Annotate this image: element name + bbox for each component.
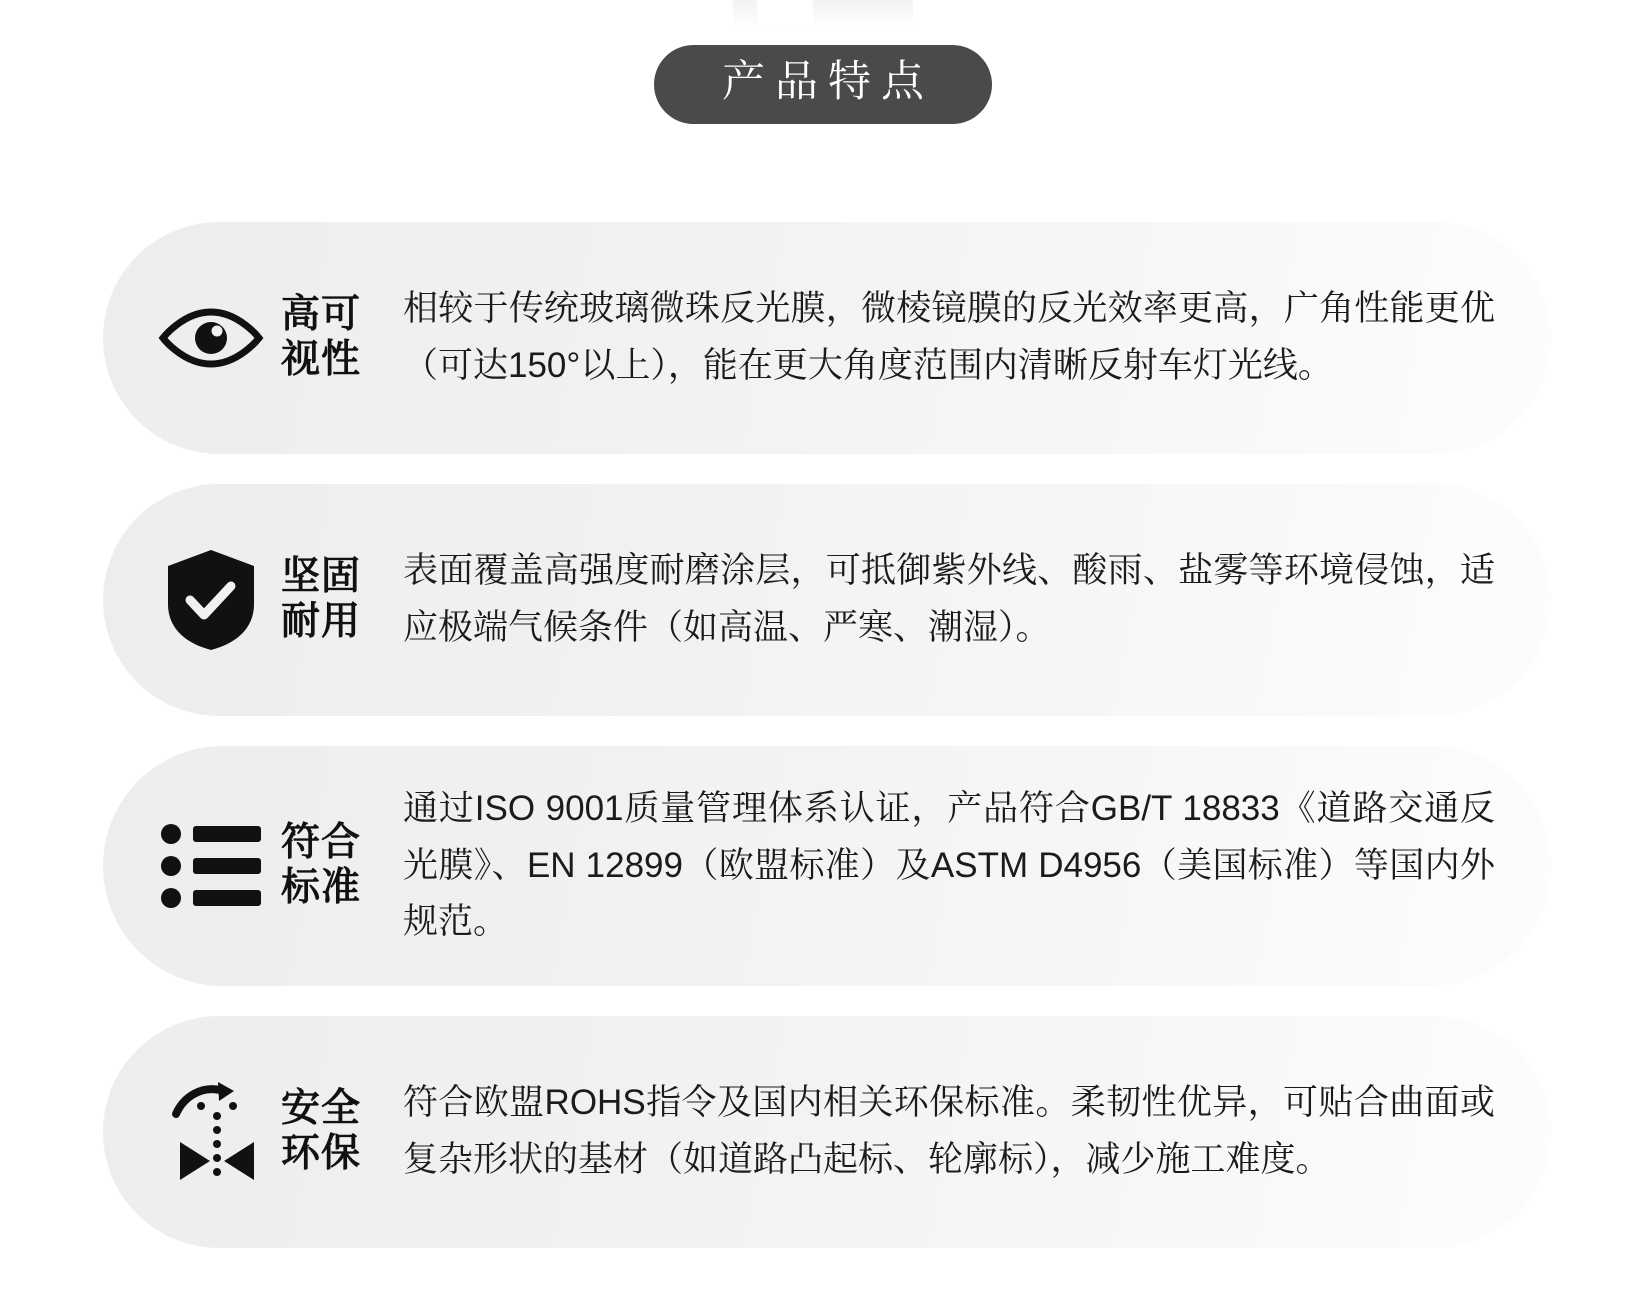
feature-label-line1: 安全 (281, 1087, 362, 1131)
feature-card-list (103, 222, 1551, 1278)
feature-label-standards (281, 821, 385, 911)
feature-text-standards: 通过ISO 9001质量管理体系认证，产品符合GB/T 18833《道路交通反光膜》、EN 12899（欧盟标准）及ASTM D4956（美国标准）等国内外规范。 (403, 788, 1495, 942)
shield-check-icon (147, 545, 275, 655)
feature-label-line1: 高可 (281, 293, 362, 337)
feature-text-visibility: 相较于传统玻璃微珠反光膜，微棱镜膜的反光效率更高，广角性能更优（可达150°以上），能在更大角度范围内清晰反射车灯光线。 (403, 289, 1495, 385)
feature-card-durability (103, 484, 1551, 716)
list-icon (147, 811, 275, 921)
feature-label-line2: 标准 (281, 866, 362, 909)
feature-label-line2: 环保 (281, 1132, 362, 1175)
section-title-wrap (0, 45, 1646, 124)
feature-text-durability: 表面覆盖高强度耐磨涂层，可抵御紫外线、酸雨、盐雾等环境侵蚀，适应极端气候条件（如高温、严寒、潮湿）。 (403, 551, 1495, 647)
page-title: 产品特点 (654, 45, 992, 124)
feature-label-durability (281, 555, 385, 645)
top-image-remnant (733, 0, 913, 28)
feature-label-line2: 视性 (281, 338, 362, 381)
feature-label-line1: 坚固 (281, 555, 362, 599)
feature-card-standards (103, 746, 1551, 986)
feature-card-eco (103, 1016, 1551, 1248)
feature-label-eco (281, 1087, 385, 1177)
feature-label-line2: 耐用 (281, 600, 362, 643)
eye-icon (147, 283, 275, 393)
feature-label-visibility (281, 293, 385, 383)
feature-text-eco: 符合欧盟ROHS指令及国内相关环保标准。柔韧性优异，可贴合曲面或复杂形状的基材（如道路凸起标、轮廓标），减少施工难度。 (403, 1083, 1495, 1179)
recycle-arrows-icon (147, 1077, 275, 1187)
feature-card-visibility (103, 222, 1551, 454)
feature-label-line1: 符合 (281, 821, 362, 865)
